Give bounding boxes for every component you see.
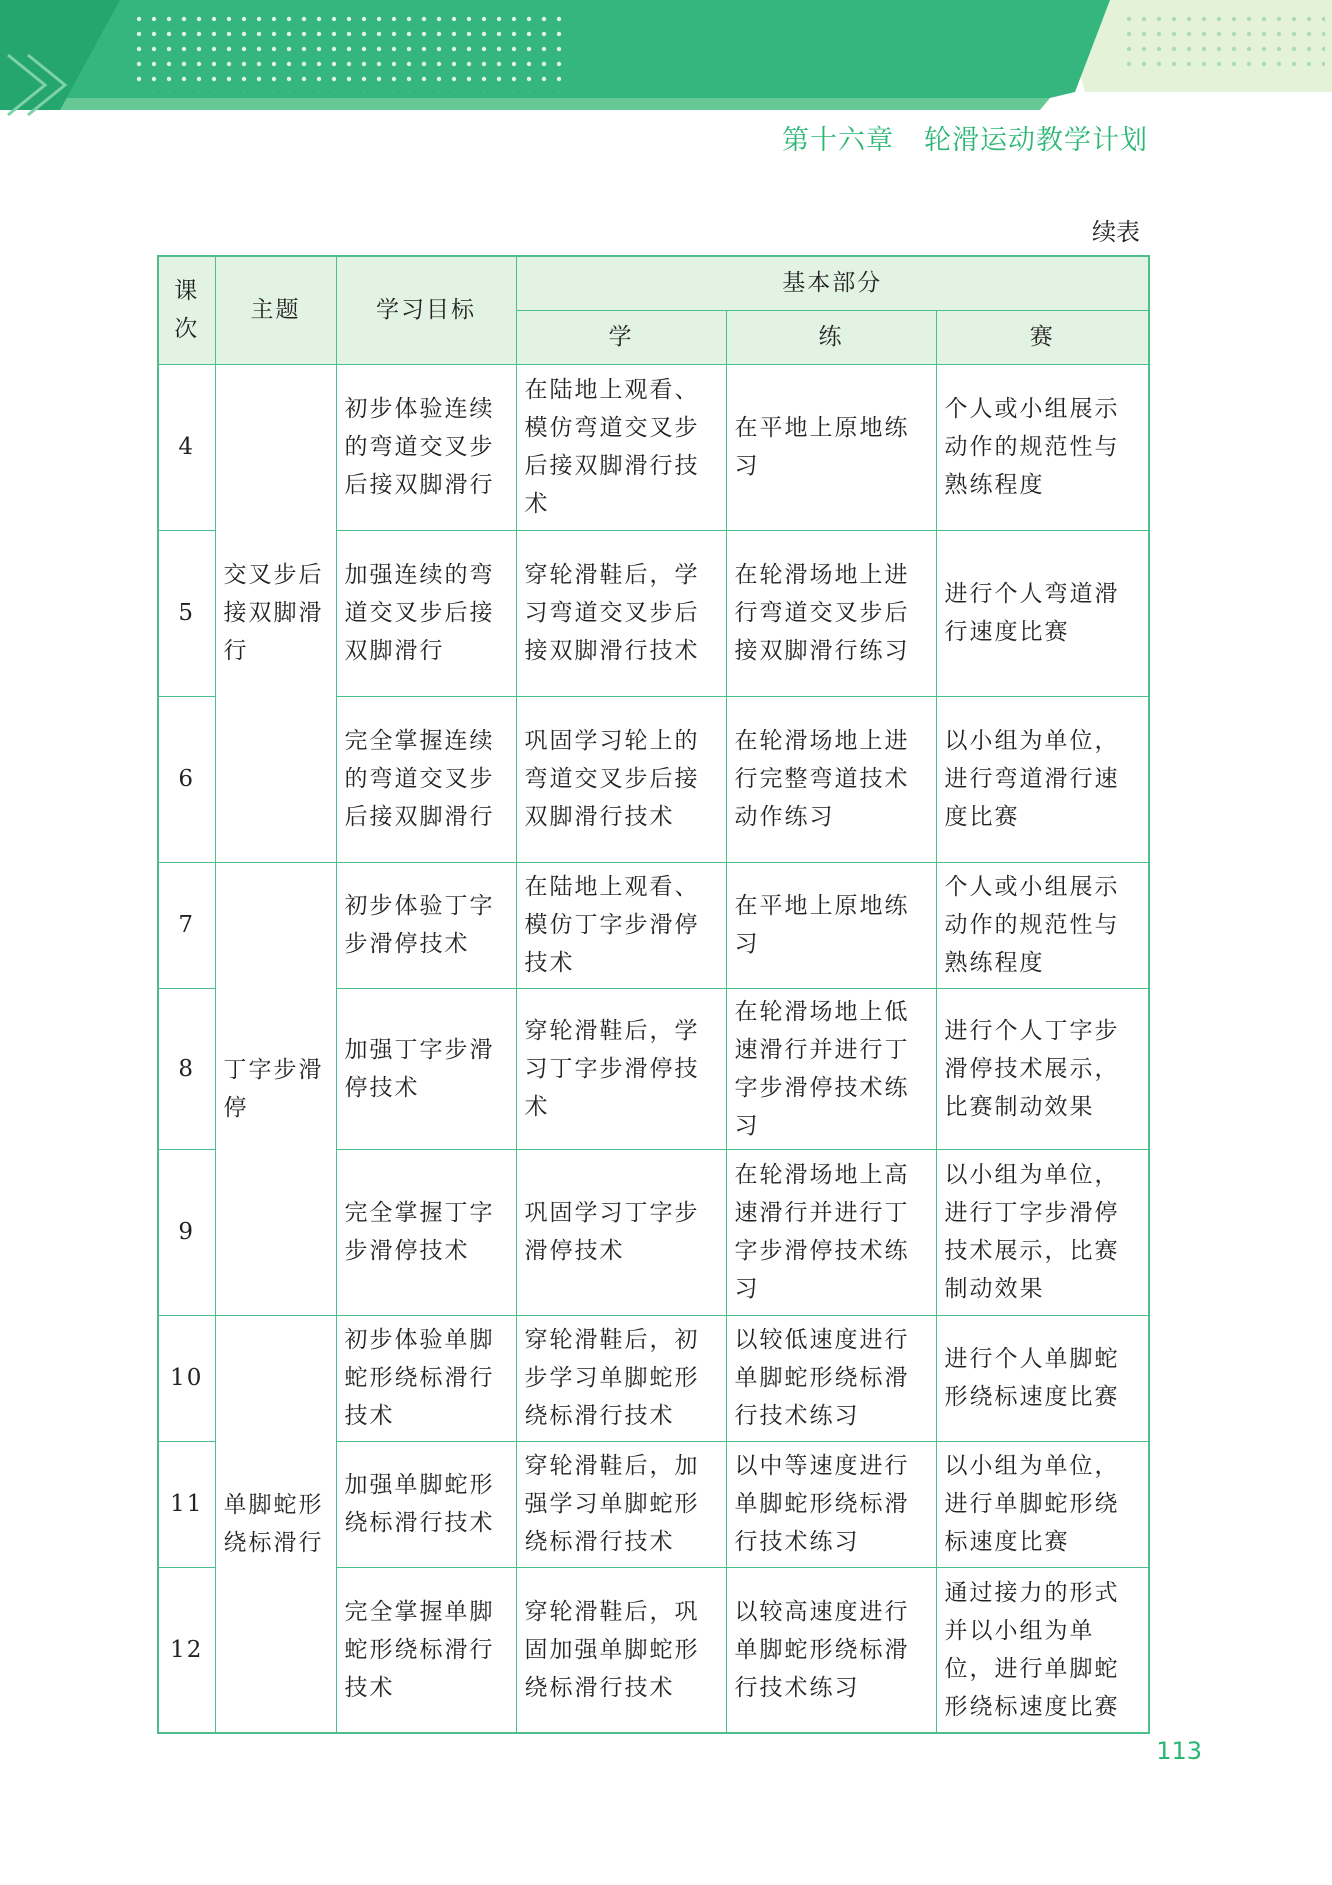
lesson-number: 11	[158, 1441, 215, 1567]
practice-cell: 在轮滑场地上进行完整弯道技术动作练习	[726, 696, 936, 862]
header-banner	[0, 0, 1332, 130]
goal-cell: 完全掌握单脚蛇形绕标滑行技术	[336, 1567, 516, 1733]
lesson-number: 8	[158, 988, 215, 1149]
header-topic: 主题	[215, 256, 336, 364]
learn-cell: 巩固学习轮上的弯道交叉步后接双脚滑行技术	[516, 696, 726, 862]
lesson-number: 10	[158, 1315, 215, 1441]
table-row	[158, 1315, 1149, 1441]
goal-cell: 完全掌握丁字步滑停技术	[336, 1149, 516, 1315]
compete-cell: 以小组为单位，进行单脚蛇形绕标速度比赛	[936, 1441, 1149, 1567]
goal-cell: 初步体验单脚蛇形绕标滑行技术	[336, 1315, 516, 1441]
goal-cell: 加强单脚蛇形绕标滑行技术	[336, 1441, 516, 1567]
practice-cell: 以中等速度进行单脚蛇形绕标滑行技术练习	[726, 1441, 936, 1567]
learn-cell: 穿轮滑鞋后，巩固加强单脚蛇形绕标滑行技术	[516, 1567, 726, 1733]
learn-cell: 穿轮滑鞋后，初步学习单脚蛇形绕标滑行技术	[516, 1315, 726, 1441]
practice-cell: 在轮滑场地上低速滑行并进行丁字步滑停技术练习	[726, 988, 936, 1149]
compete-cell: 进行个人单脚蛇形绕标速度比赛	[936, 1315, 1149, 1441]
lesson-number: 7	[158, 862, 215, 988]
compete-cell: 个人或小组展示动作的规范性与熟练程度	[936, 862, 1149, 988]
header-basic-part: 基本部分	[516, 256, 1149, 310]
compete-cell: 以小组为单位，进行丁字步滑停技术展示，比赛制动效果	[936, 1149, 1149, 1315]
header-goal: 学习目标	[336, 256, 516, 364]
chapter-title	[782, 118, 1148, 157]
topic-cell: 交叉步后接双脚滑行	[215, 364, 336, 862]
header-lesson: 课次	[158, 256, 215, 364]
header-practice: 练	[726, 310, 936, 364]
lesson-number: 9	[158, 1149, 215, 1315]
learn-cell: 巩固学习丁字步滑停技术	[516, 1149, 726, 1315]
practice-cell: 在轮滑场地上进行弯道交叉步后接双脚滑行练习	[726, 530, 936, 696]
lesson-number: 4	[158, 364, 215, 530]
lesson-number: 12	[158, 1567, 215, 1733]
lesson-number: 5	[158, 530, 215, 696]
chapter-number: 第十六章	[782, 125, 894, 156]
goal-cell: 加强连续的弯道交叉步后接双脚滑行	[336, 530, 516, 696]
topic-cell: 单脚蛇形绕标滑行	[215, 1315, 336, 1733]
goal-cell: 加强丁字步滑停技术	[336, 988, 516, 1149]
learn-cell: 穿轮滑鞋后，学习丁字步滑停技术	[516, 988, 726, 1149]
compete-cell: 通过接力的形式并以小组为单位，进行单脚蛇形绕标速度比赛	[936, 1567, 1149, 1733]
learn-cell: 穿轮滑鞋后，学习弯道交叉步后接双脚滑行技术	[516, 530, 726, 696]
practice-cell: 以较高速度进行单脚蛇形绕标滑行技术练习	[726, 1567, 936, 1733]
page-number: 113	[1156, 1737, 1202, 1765]
goal-cell: 完全掌握连续的弯道交叉步后接双脚滑行	[336, 696, 516, 862]
chapter-name: 轮滑运动教学计划	[924, 125, 1148, 156]
compete-cell: 进行个人弯道滑行速度比赛	[936, 530, 1149, 696]
practice-cell: 在轮滑场地上高速滑行并进行丁字步滑停技术练习	[726, 1149, 936, 1315]
practice-cell: 以较低速度进行单脚蛇形绕标滑行技术练习	[726, 1315, 936, 1441]
header-compete: 赛	[936, 310, 1149, 364]
table-row	[158, 862, 1149, 988]
compete-cell: 个人或小组展示动作的规范性与熟练程度	[936, 364, 1149, 530]
compete-cell: 进行个人丁字步滑停技术展示，比赛制动效果	[936, 988, 1149, 1149]
learn-cell: 在陆地上观看、模仿弯道交叉步后接双脚滑行技术	[516, 364, 726, 530]
learn-cell: 穿轮滑鞋后，加强学习单脚蛇形绕标滑行技术	[516, 1441, 726, 1567]
continuation-label: 续表	[1092, 218, 1140, 246]
goal-cell: 初步体验丁字步滑停技术	[336, 862, 516, 988]
practice-cell: 在平地上原地练习	[726, 364, 936, 530]
header-learn: 学	[516, 310, 726, 364]
lesson-number: 6	[158, 696, 215, 862]
lesson-plan-table	[157, 255, 1150, 1734]
practice-cell: 在平地上原地练习	[726, 862, 936, 988]
compete-cell: 以小组为单位，进行弯道滑行速度比赛	[936, 696, 1149, 862]
topic-cell: 丁字步滑停	[215, 862, 336, 1315]
goal-cell: 初步体验连续的弯道交叉步后接双脚滑行	[336, 364, 516, 530]
learn-cell: 在陆地上观看、模仿丁字步滑停技术	[516, 862, 726, 988]
table-row	[158, 364, 1149, 530]
